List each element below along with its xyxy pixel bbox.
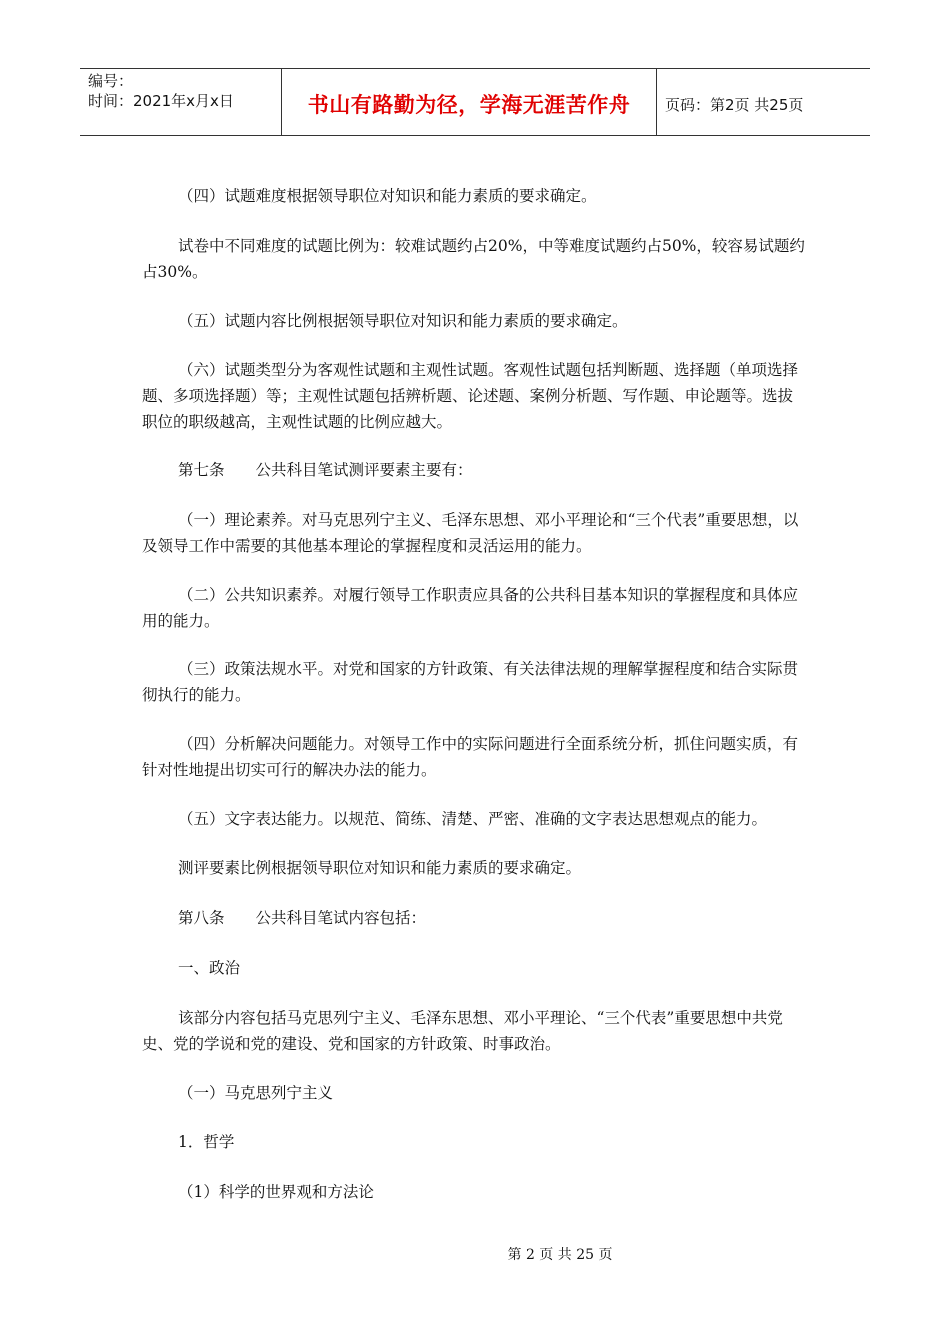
paragraph: （五）试题内容比例根据领导职位对知识和能力素质的要求确定。: [178, 312, 628, 330]
document-number: 编号：: [88, 72, 134, 90]
header-motto: 书山有路勤为径，学海无涯苦作舟: [307, 93, 631, 117]
paragraph: （六）试题类型分为客观性试题和主观性试题。客观性试题包括判断题、选择题（单项选择题、多项选择题）等；主观性试题包括辨析题、论述题、案例分析题、写作题、申论题等。选拔职位的职级越高，主观性试题的比例应越大。: [142, 361, 799, 431]
paragraph: 该部分内容包括马克思列宁主义、毛泽东思想、邓小平理论、“三个代表”重要思想中共党史、党的学说和党的建设、党和国家的方针政策、时事政治。: [142, 1009, 783, 1053]
paragraph: 第七条 公共科目笔试测评要素主要有：: [178, 461, 473, 479]
page-header: [80, 68, 870, 136]
paragraph: （三）政策法规水平。对党和国家的方针政策、有关法律法规的理解掌握程度和结合实际贯彻执行的能力。: [142, 660, 799, 704]
paragraph: 第八条 公共科目笔试内容包括：: [178, 909, 427, 927]
header-motto-cell: [282, 69, 657, 135]
paragraph: （四）分析解决问题能力。对领导工作中的实际问题进行全面系统分析，抓住问题实质，有针对性地提出切实可行的解决办法的能力。: [142, 735, 799, 779]
subsection-heading: （1）科学的世界观和方法论: [178, 1183, 374, 1201]
header-page-info: 页码：第2页 共25页: [665, 95, 804, 114]
paragraph: （一）理论素养。对马克思列宁主义、毛泽东思想、邓小平理论和“三个代表”重要思想，以及领导工作中需要的其他基本理论的掌握程度和灵活运用的能力。: [142, 511, 799, 555]
paragraph: （二）公共知识素养。对履行领导工作职责应具备的公共科目基本知识的掌握程度和具体应用的能力。: [142, 586, 799, 630]
subsection-heading: （一）马克思列宁主义: [178, 1084, 334, 1102]
paragraph: （五）文字表达能力。以规范、简练、清楚、严密、准确的文字表达思想观点的能力。: [178, 810, 768, 828]
paragraph: 测评要素比例根据领导职位对知识和能力素质的要求确定。: [178, 859, 582, 877]
paragraph: （四）试题难度根据领导职位对知识和能力素质的要求确定。: [178, 187, 597, 205]
header-meta: [80, 69, 282, 135]
section-heading: 一、政治: [178, 959, 241, 977]
paragraph: 试卷中不同难度的试题比例为：较难试题约占20%，中等难度试题约占50%，较容易试题约占30%。: [142, 237, 805, 281]
page-footer: 第 2 页 共 25 页: [507, 1247, 613, 1263]
document-time: 时间：2021年x月x日: [88, 92, 234, 110]
subsection-heading: 1．哲学: [178, 1133, 235, 1151]
